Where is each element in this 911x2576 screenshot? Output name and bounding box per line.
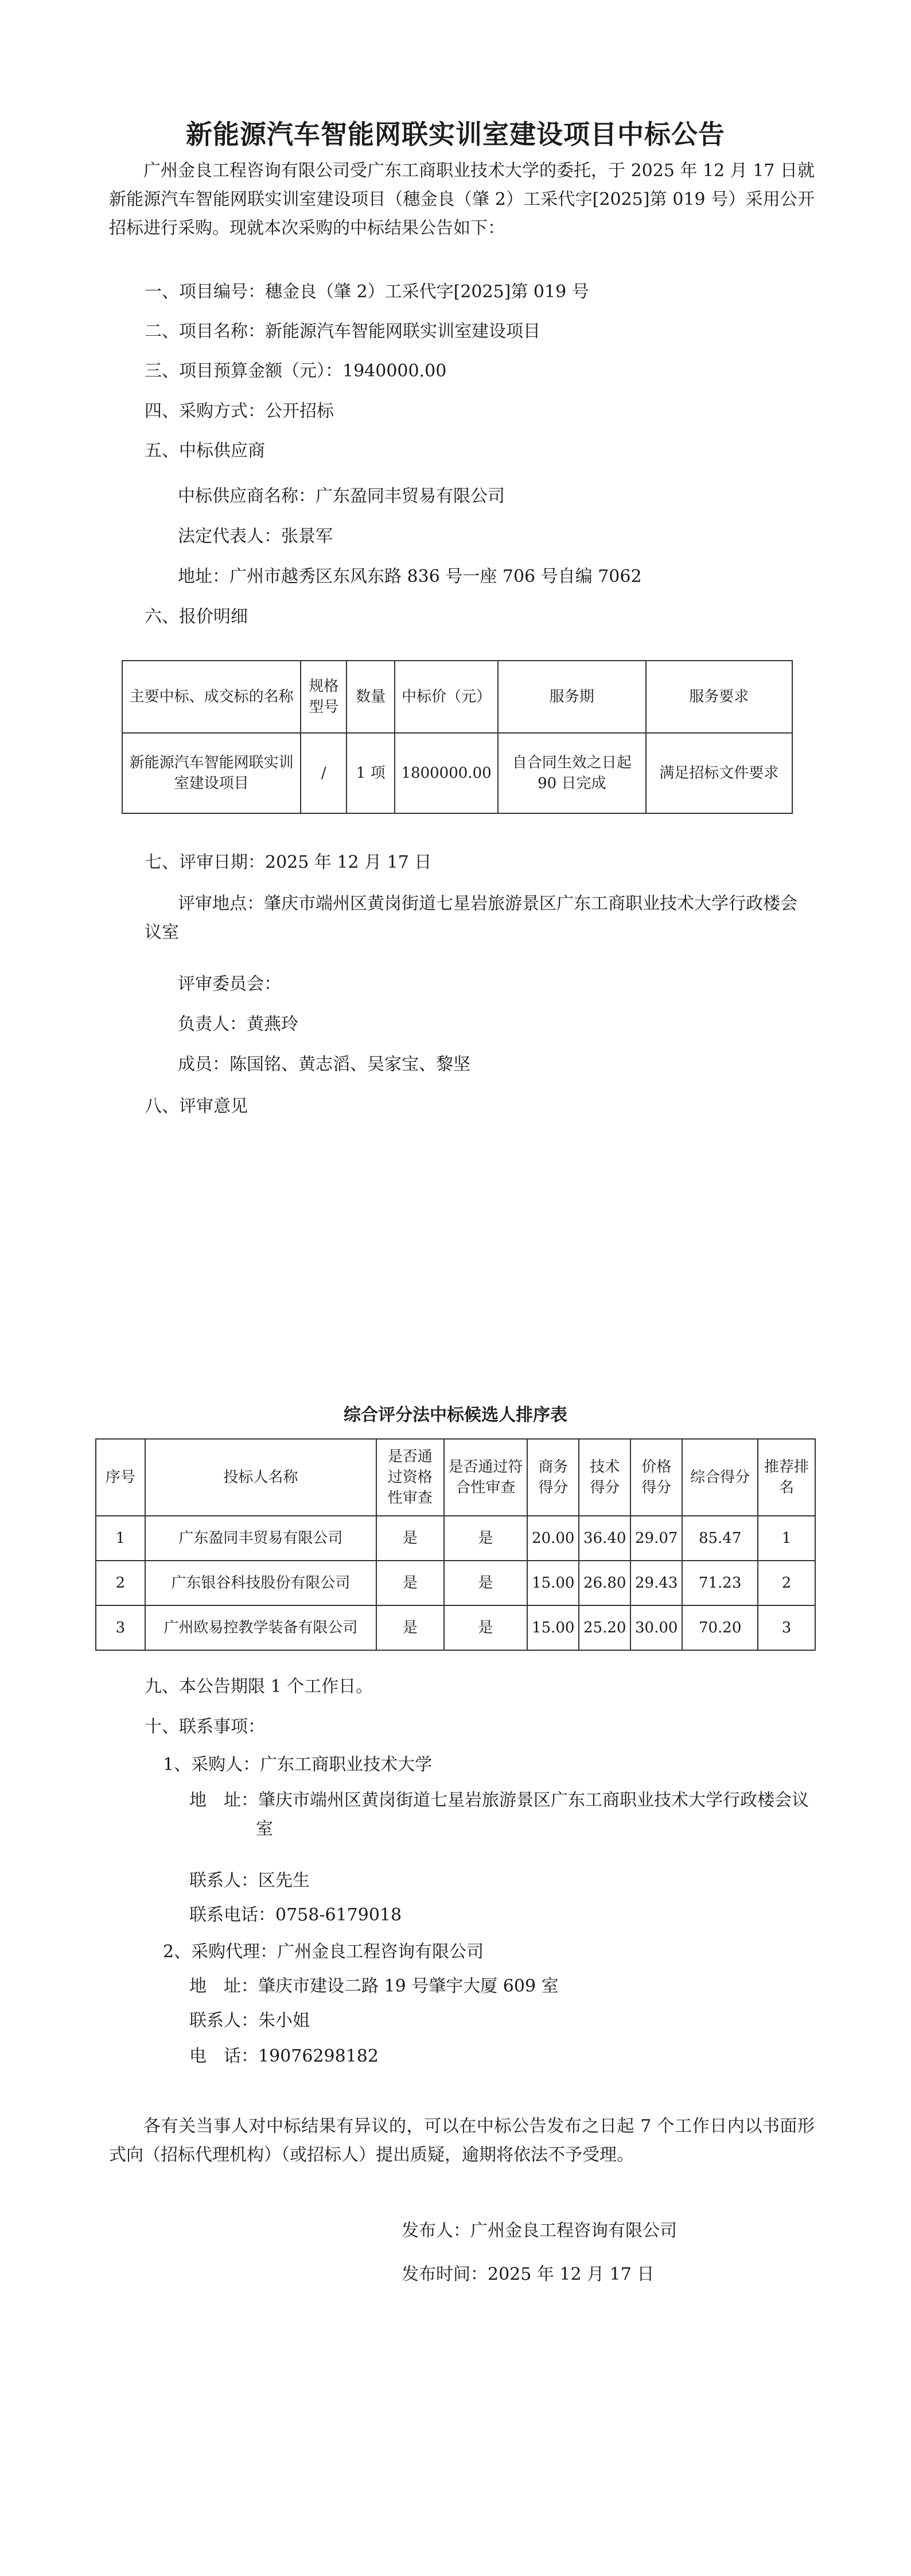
rank-cell-price: 30.00 [630,1605,682,1650]
review-committee: 评审委员会： [178,974,281,994]
rank-cell-qualification: 是 [376,1605,444,1650]
agent-name: 2、采购代理：广州金良工程咨询有限公司 [163,1942,484,1962]
quote-table-row [122,733,792,813]
rank-header-price: 价格得分 [630,1439,682,1516]
rank-table-caption: 综合评分法中标候选人排序表 [344,1405,567,1425]
rank-table-header-row [96,1439,815,1516]
table-row [96,1561,815,1605]
supplier-address: 地址：广州市越秀区东风东路 836 号一座 706 号自编 7062 [178,567,642,587]
review-leader: 负责人：黄燕玲 [178,1014,298,1034]
rank-table [95,1438,816,1651]
agent-address: 地 址：肇庆市建设二路 19 号肇宇大厦 609 室 [189,1976,559,1996]
rank-cell-price: 29.43 [630,1561,682,1605]
quote-table-header-row [122,661,792,733]
project-name: 二、项目名称：新能源汽车智能网联实训室建设项目 [145,321,540,342]
contact-heading: 十、联系事项： [145,1717,265,1737]
quote-cell-requirement: 满足招标文件要求 [646,733,792,813]
rank-cell-no: 3 [96,1605,145,1650]
project-budget: 三、项目预算金额（元）：1940000.00 [145,361,447,381]
rank-header-bidder: 投标人名称 [145,1439,376,1516]
rank-cell-total: 70.20 [682,1605,758,1650]
quote-heading: 六、报价明细 [145,607,248,627]
rank-header-no: 序号 [96,1439,145,1516]
rank-cell-rank: 2 [758,1561,815,1605]
buyer-name: 1、采购人：广东工商职业技术大学 [163,1755,433,1775]
rank-cell-qualification: 是 [376,1516,444,1561]
quote-header-period: 服务期 [498,661,645,733]
rank-cell-qualification: 是 [376,1561,444,1605]
review-location: 评审地点：肇庆市端州区黄岗街道七星岩旅游景区广东工商职业技术大学行政楼会议室 [145,894,797,942]
rank-header-rank: 推荐排名 [758,1439,815,1516]
review-opinion-heading: 八、评审意见 [145,1096,248,1116]
rank-cell-rank: 1 [758,1516,815,1561]
buyer-address: 地 址：肇庆市端州区黄岗街道七星岩旅游景区广东工商职业技术大学行政楼会议室 [189,1790,809,1839]
rank-cell-bidder: 广东盈同丰贸易有限公司 [145,1516,376,1561]
rank-cell-compliance: 是 [444,1605,528,1650]
rank-cell-business: 20.00 [527,1516,579,1561]
rank-cell-price: 29.07 [630,1516,682,1561]
rank-cell-no: 1 [96,1516,145,1561]
rank-cell-technical: 25.20 [579,1605,630,1650]
rank-cell-compliance: 是 [444,1561,528,1605]
quote-header-qty: 数量 [347,661,395,733]
rank-cell-rank: 3 [758,1605,815,1650]
quote-table [122,660,793,814]
rank-cell-total: 71.23 [682,1561,758,1605]
publish-time: 发布时间：2025 年 12 月 17 日 [402,2264,655,2284]
quote-cell-item: 新能源汽车智能网联实训室建设项目 [122,733,301,813]
quote-header-requirement: 服务要求 [646,661,792,733]
buyer-phone: 联系电话：0758-6179018 [189,1905,402,1925]
rank-cell-technical: 26.80 [579,1561,630,1605]
supplier-heading: 五、中标供应商 [145,441,265,461]
review-members: 成员：陈国铭、黄志滔、吴家宝、黎坚 [178,1054,470,1074]
quote-cell-period: 自合同生效之日起 90 日完成 [498,733,645,813]
rank-cell-bidder: 广东银谷科技股份有限公司 [145,1561,376,1605]
supplier-name: 中标供应商名称：广东盈同丰贸易有限公司 [178,486,505,506]
publisher: 发布人：广州金良工程咨询有限公司 [402,2221,677,2241]
rank-cell-total: 85.47 [682,1516,758,1561]
legal-representative: 法定代表人：张景军 [178,526,333,546]
buyer-contact: 联系人：区先生 [189,1871,310,1891]
table-row [96,1516,815,1561]
rank-cell-technical: 36.40 [579,1516,630,1561]
page-title: 新能源汽车智能网联实训室建设项目中标公告 [186,119,725,150]
quote-header-spec: 规格型号 [301,661,347,733]
review-date: 七、评审日期：2025 年 12 月 17 日 [145,852,432,872]
table-row [96,1605,815,1650]
rank-header-total: 综合得分 [682,1439,758,1516]
rank-header-compliance: 是否通过符合性审查 [444,1439,528,1516]
quote-header-item: 主要中标、成交标的名称 [122,661,301,733]
rank-header-technical: 技术得分 [579,1439,630,1516]
announcement-period: 九、本公告期限 1 个工作日。 [145,1677,373,1697]
rank-cell-no: 2 [96,1561,145,1605]
procurement-method: 四、采购方式：公开招标 [145,401,334,421]
rank-cell-business: 15.00 [527,1605,579,1650]
quote-cell-price: 1800000.00 [395,733,498,813]
rank-cell-bidder: 广州欧易控教学装备有限公司 [145,1605,376,1650]
objection-notice: 各有关当事人对中标结果有异议的，可以在中标公告发布之日起 7 个工作日内以书面形式向（招标代理机构）（或招标人）提出质疑，逾期将依法不予受理。 [109,2116,815,2165]
agent-phone: 电 话：19076298182 [189,2046,379,2066]
agent-contact: 联系人：朱小姐 [189,2011,310,2031]
rank-cell-business: 15.00 [527,1561,579,1605]
intro-paragraph: 广州金良工程咨询有限公司受广东工商职业技术大学的委托，于 2025 年 12 月 17 日就新能源汽车智能网联实训室建设项目（穗金良（肇 2）工采代字[2025]第 019 号）采用公开招标进行采购。现就本次采购的中标结果公告如下： [109,161,815,238]
rank-header-business: 商务得分 [527,1439,579,1516]
rank-header-qualification: 是否通过资格性审查 [376,1439,444,1516]
quote-cell-spec: / [301,733,347,813]
rank-cell-compliance: 是 [444,1516,528,1561]
quote-cell-qty: 1 项 [347,733,395,813]
quote-header-price: 中标价（元） [395,661,498,733]
project-number: 一、项目编号：穗金良（肇 2）工采代字[2025]第 019 号 [145,282,589,302]
